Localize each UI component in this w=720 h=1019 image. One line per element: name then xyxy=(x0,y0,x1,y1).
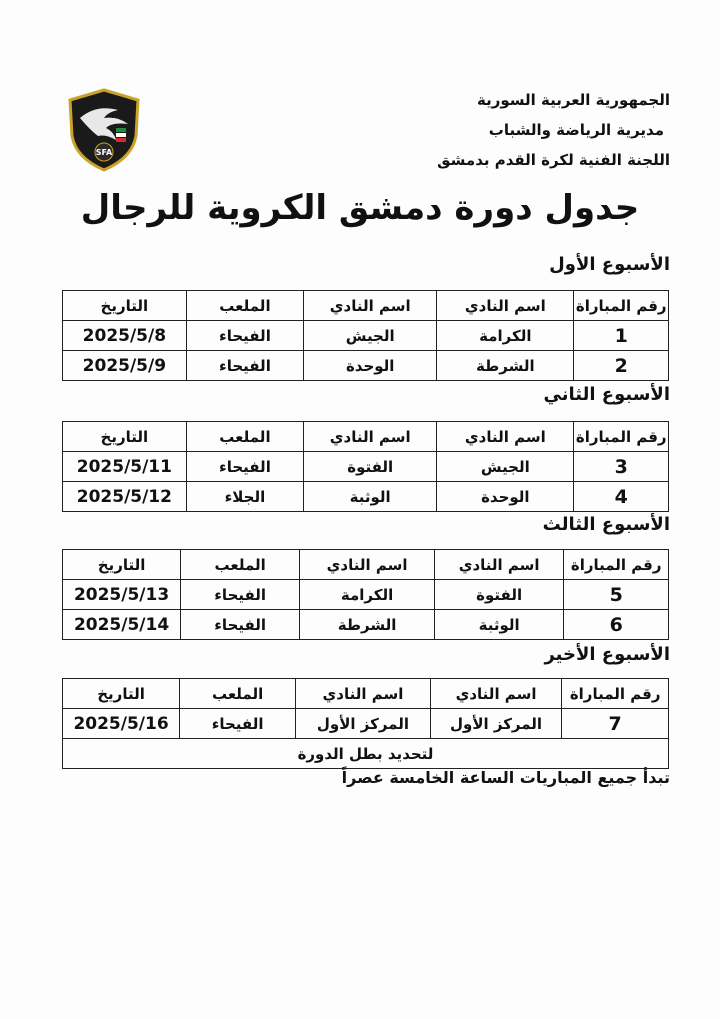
logo-lettering: SFA xyxy=(95,148,113,157)
match-date: 2025/5/16 xyxy=(63,709,180,739)
federation-logo xyxy=(66,88,142,172)
header-club: اسم النادي xyxy=(304,291,437,321)
away-club: الكرامة xyxy=(300,580,435,610)
week-2-table xyxy=(62,421,669,512)
table-header-row xyxy=(63,550,669,580)
table-row xyxy=(63,452,669,482)
match-date: 2025/5/12 xyxy=(63,482,187,512)
week-final-heading: الأسبوع الأخير xyxy=(544,644,670,665)
header-club: اسم النادي xyxy=(437,422,574,452)
header-stadium: الملعب xyxy=(186,291,303,321)
table-row xyxy=(63,321,669,351)
document-title: جدول دورة دمشق الكروية للرجال xyxy=(80,188,640,228)
week-final-table xyxy=(62,678,669,769)
header-match-no: رقم المباراة xyxy=(562,679,669,709)
stadium: الفيحاء xyxy=(181,610,300,640)
championship-note: لتحديد بطل الدورة xyxy=(63,739,669,769)
match-number: 6 xyxy=(564,610,669,640)
home-club: الوحدة xyxy=(437,482,574,512)
header-stadium: الملعب xyxy=(180,679,296,709)
match-number: 2 xyxy=(574,351,669,381)
header-directorate: مديرية الرياضة والشباب xyxy=(488,121,664,139)
table-header-row xyxy=(63,291,669,321)
stadium: الجلاء xyxy=(186,482,303,512)
header-date: التاريخ xyxy=(63,422,187,452)
match-date: 2025/5/11 xyxy=(63,452,187,482)
table-row xyxy=(63,351,669,381)
away-club: الجيش xyxy=(304,321,437,351)
header-match-no: رقم المباراة xyxy=(574,291,669,321)
match-number: 3 xyxy=(574,452,669,482)
week-1-heading: الأسبوع الأول xyxy=(549,254,670,275)
away-club: الوثبة xyxy=(304,482,437,512)
match-date: 2025/5/13 xyxy=(63,580,181,610)
home-club: الفتوة xyxy=(434,580,563,610)
week-1-table xyxy=(62,290,669,381)
match-number: 1 xyxy=(574,321,669,351)
stadium: الفيحاء xyxy=(186,452,303,482)
footer-note: تبدأ جميع المباريات الساعة الخامسة عصراً xyxy=(341,768,670,787)
stadium: الفيحاء xyxy=(180,709,296,739)
header-stadium: الملعب xyxy=(186,422,303,452)
match-date: 2025/5/14 xyxy=(63,610,181,640)
table-header-row xyxy=(63,679,669,709)
home-club: الجيش xyxy=(437,452,574,482)
table-header-row xyxy=(63,422,669,452)
away-club: الفتوة xyxy=(304,452,437,482)
away-club: الوحدة xyxy=(304,351,437,381)
header-committee: اللجنة الفنية لكرة القدم بدمشق xyxy=(437,151,670,169)
home-club: المركز الأول xyxy=(430,709,562,739)
home-club: الكرامة xyxy=(437,321,574,351)
header-club: اسم النادي xyxy=(434,550,563,580)
week-3-table xyxy=(62,549,669,640)
table-note-row xyxy=(63,739,669,769)
header-date: التاريخ xyxy=(63,679,180,709)
table-row xyxy=(63,709,669,739)
match-number: 4 xyxy=(574,482,669,512)
home-club: الوثبة xyxy=(434,610,563,640)
home-club: الشرطة xyxy=(437,351,574,381)
week-2-heading: الأسبوع الثاني xyxy=(543,384,670,405)
match-date: 2025/5/9 xyxy=(63,351,187,381)
header-club: اسم النادي xyxy=(437,291,574,321)
header-match-no: رقم المباراة xyxy=(564,550,669,580)
match-number: 5 xyxy=(564,580,669,610)
header-club: اسم النادي xyxy=(300,550,435,580)
week-3-heading: الأسبوع الثالث xyxy=(542,514,670,535)
header-republic: الجمهورية العربية السورية xyxy=(477,91,670,109)
match-date: 2025/5/8 xyxy=(63,321,187,351)
header-date: التاريخ xyxy=(63,550,181,580)
match-number: 7 xyxy=(562,709,669,739)
stadium: الفيحاء xyxy=(186,321,303,351)
header-club: اسم النادي xyxy=(304,422,437,452)
header-club: اسم النادي xyxy=(430,679,562,709)
away-club: الشرطة xyxy=(300,610,435,640)
document-header xyxy=(437,88,670,178)
table-row xyxy=(63,580,669,610)
header-match-no: رقم المباراة xyxy=(574,422,669,452)
header-stadium: الملعب xyxy=(181,550,300,580)
stadium: الفيحاء xyxy=(186,351,303,381)
table-row xyxy=(63,610,669,640)
away-club: المركز الأول xyxy=(296,709,431,739)
table-row xyxy=(63,482,669,512)
header-club: اسم النادي xyxy=(296,679,431,709)
header-date: التاريخ xyxy=(63,291,187,321)
stadium: الفيحاء xyxy=(181,580,300,610)
